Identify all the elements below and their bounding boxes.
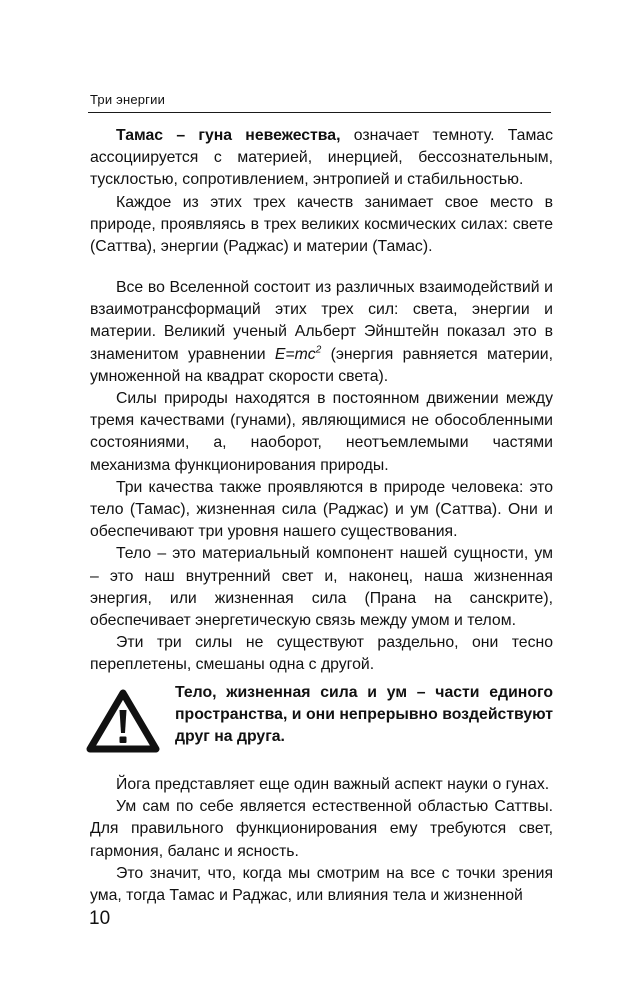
header-rule: [88, 112, 551, 113]
paragraph-forces-of-nature: Силы природы находятся в постоянном движении между тремя качествами (гунами), являющимися не обособленными состояниями, а, наоборот, неотъемлемыми частями механизма функционирования природы.: [90, 390, 553, 474]
tamas-heading: Тамас – гуна невежества,: [116, 127, 341, 144]
text-block-1: [90, 125, 553, 258]
paragraph-intertwined: Эти три силы не существуют раздельно, они тесно переплетены, смешаны одна с другой.: [90, 634, 553, 674]
text-block-2: [90, 277, 553, 677]
paragraph-human-nature: Три качества также проявляются в природе человека: это тело (Тамас), жизненная сила (Раджас) и ум (Саттва). Они и обеспечивают три уровня нашего существования.: [90, 478, 553, 541]
formula-base: E=mc: [274, 345, 316, 363]
tamas-description: означает темноту. Тамас ассоциируется с материей, инерцией, бессознательным, тусклостью, сопротивлением, энтропией и стабильностью.: [90, 127, 553, 189]
paragraph-point-of-view: Это значит, что, когда мы смотрим на все с точки зрения ума, тогда Тамас и Раджас, или влияния тела и жизненной: [90, 864, 553, 905]
warning-triangle-icon: [85, 688, 161, 754]
universe-text-before: Все во Вселенной состоит из различных взаимодействий и взаимотрансформаций этих трех сил: света, энергии и материи. Великий ученый Альберт Эйнштейн показал это в знаменитом уравнении: [90, 279, 553, 363]
text-block-3: [90, 774, 553, 907]
paragraph-body-mind: Тело – это материальный компонент нашей сущности, ум – это наш внутренний свет и, наконец, наша жизненная энергия, или жизненная сила (Прана на санскрите), обеспечивает энергетическую связь между умом и телом.: [90, 545, 553, 630]
paragraph-mind-sattva: Ум сам по себе является естественной областью Саттвы. Для правильного функционирования ему требуются свет, гармония, баланс и ясность.: [90, 798, 553, 860]
paragraph-yoga: Йога представляет еще один важный аспект науки о гунах.: [116, 776, 550, 793]
page-number: 10: [89, 908, 111, 929]
formula-exponent: 2: [315, 344, 322, 356]
paragraph-three-qualities: Каждое из этих трех качеств занимает свое место в природе, проявляясь в трех великих космических силах: свете (Саттва), энергии (Раджас) и материи (Тамас).: [90, 193, 553, 256]
formula: [275, 346, 321, 363]
running-head: Три энергии: [90, 92, 166, 107]
warning-callout-text: Тело, жизненная сила и ум – части единого пространства, и они непрерывно воздействуют друг на друга.: [175, 684, 553, 746]
paragraph-universe: [90, 277, 553, 388]
universe-text-after: (энергия равняется материи, умноженной на квадрат скорости света).: [90, 345, 553, 385]
paragraph-tamas: [90, 125, 553, 192]
